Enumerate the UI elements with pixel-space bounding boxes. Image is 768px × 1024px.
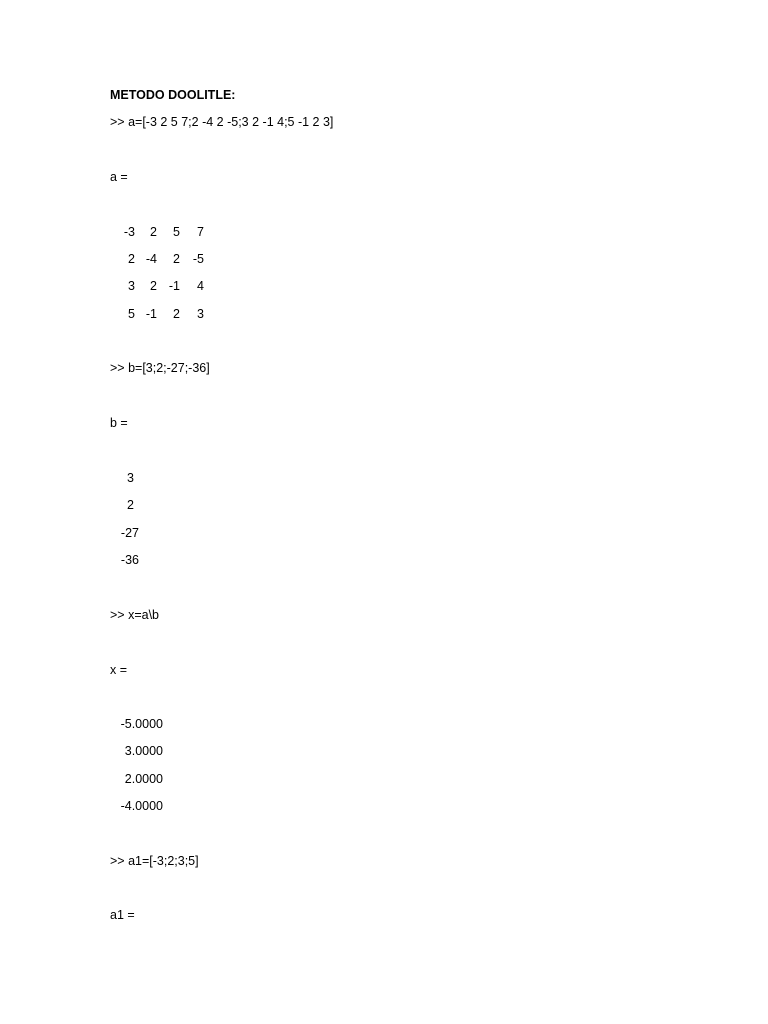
output-label-b: b = — [110, 416, 128, 430]
vector-cell: -27 — [120, 526, 139, 540]
matrix-cell: 2 — [150, 279, 157, 293]
matrix-cell: -1 — [145, 307, 157, 321]
matrix-cell: 2 — [128, 252, 135, 266]
vector-cell: 3 — [127, 471, 134, 485]
vector-cell: 2 — [127, 498, 134, 512]
matrix-cell: 3 — [128, 279, 135, 293]
output-label-x: x = — [110, 663, 128, 677]
vector-cell: -5.0000 — [120, 717, 163, 731]
command-define-a: >> a=[-3 2 5 7;2 -4 2 -5;3 2 -1 4;5 -1 2 3] — [110, 115, 334, 129]
output-label-a1: a1 = — [110, 908, 135, 922]
document-heading: METODO DOOLITLE: — [110, 88, 236, 102]
matrix-cell: 2 — [173, 307, 180, 321]
matrix-cell: 2 — [173, 252, 180, 266]
matrix-cell: 7 — [197, 225, 204, 239]
matrix-cell: 4 — [197, 279, 204, 293]
matrix-cell: -4 — [145, 252, 157, 266]
command-define-a1: >> a1=[-3;2;3;5] — [110, 854, 199, 868]
matrix-cell: 5 — [173, 225, 180, 239]
matrix-cell: -3 — [123, 225, 135, 239]
vector-cell: -4.0000 — [120, 799, 163, 813]
matrix-cell: 5 — [128, 307, 135, 321]
vector-cell: -36 — [120, 553, 139, 567]
command-solve-x: >> x=a\b — [110, 608, 159, 622]
output-label-a: a = — [110, 170, 128, 184]
vector-cell: 2.0000 — [124, 772, 163, 786]
command-define-b: >> b=[3;2;-27;-36] — [110, 361, 210, 375]
matrix-cell: 2 — [150, 225, 157, 239]
matrix-cell: 3 — [197, 307, 204, 321]
matrix-cell: -5 — [192, 252, 204, 266]
matrix-cell: -1 — [168, 279, 180, 293]
vector-cell: 3.0000 — [124, 744, 163, 758]
